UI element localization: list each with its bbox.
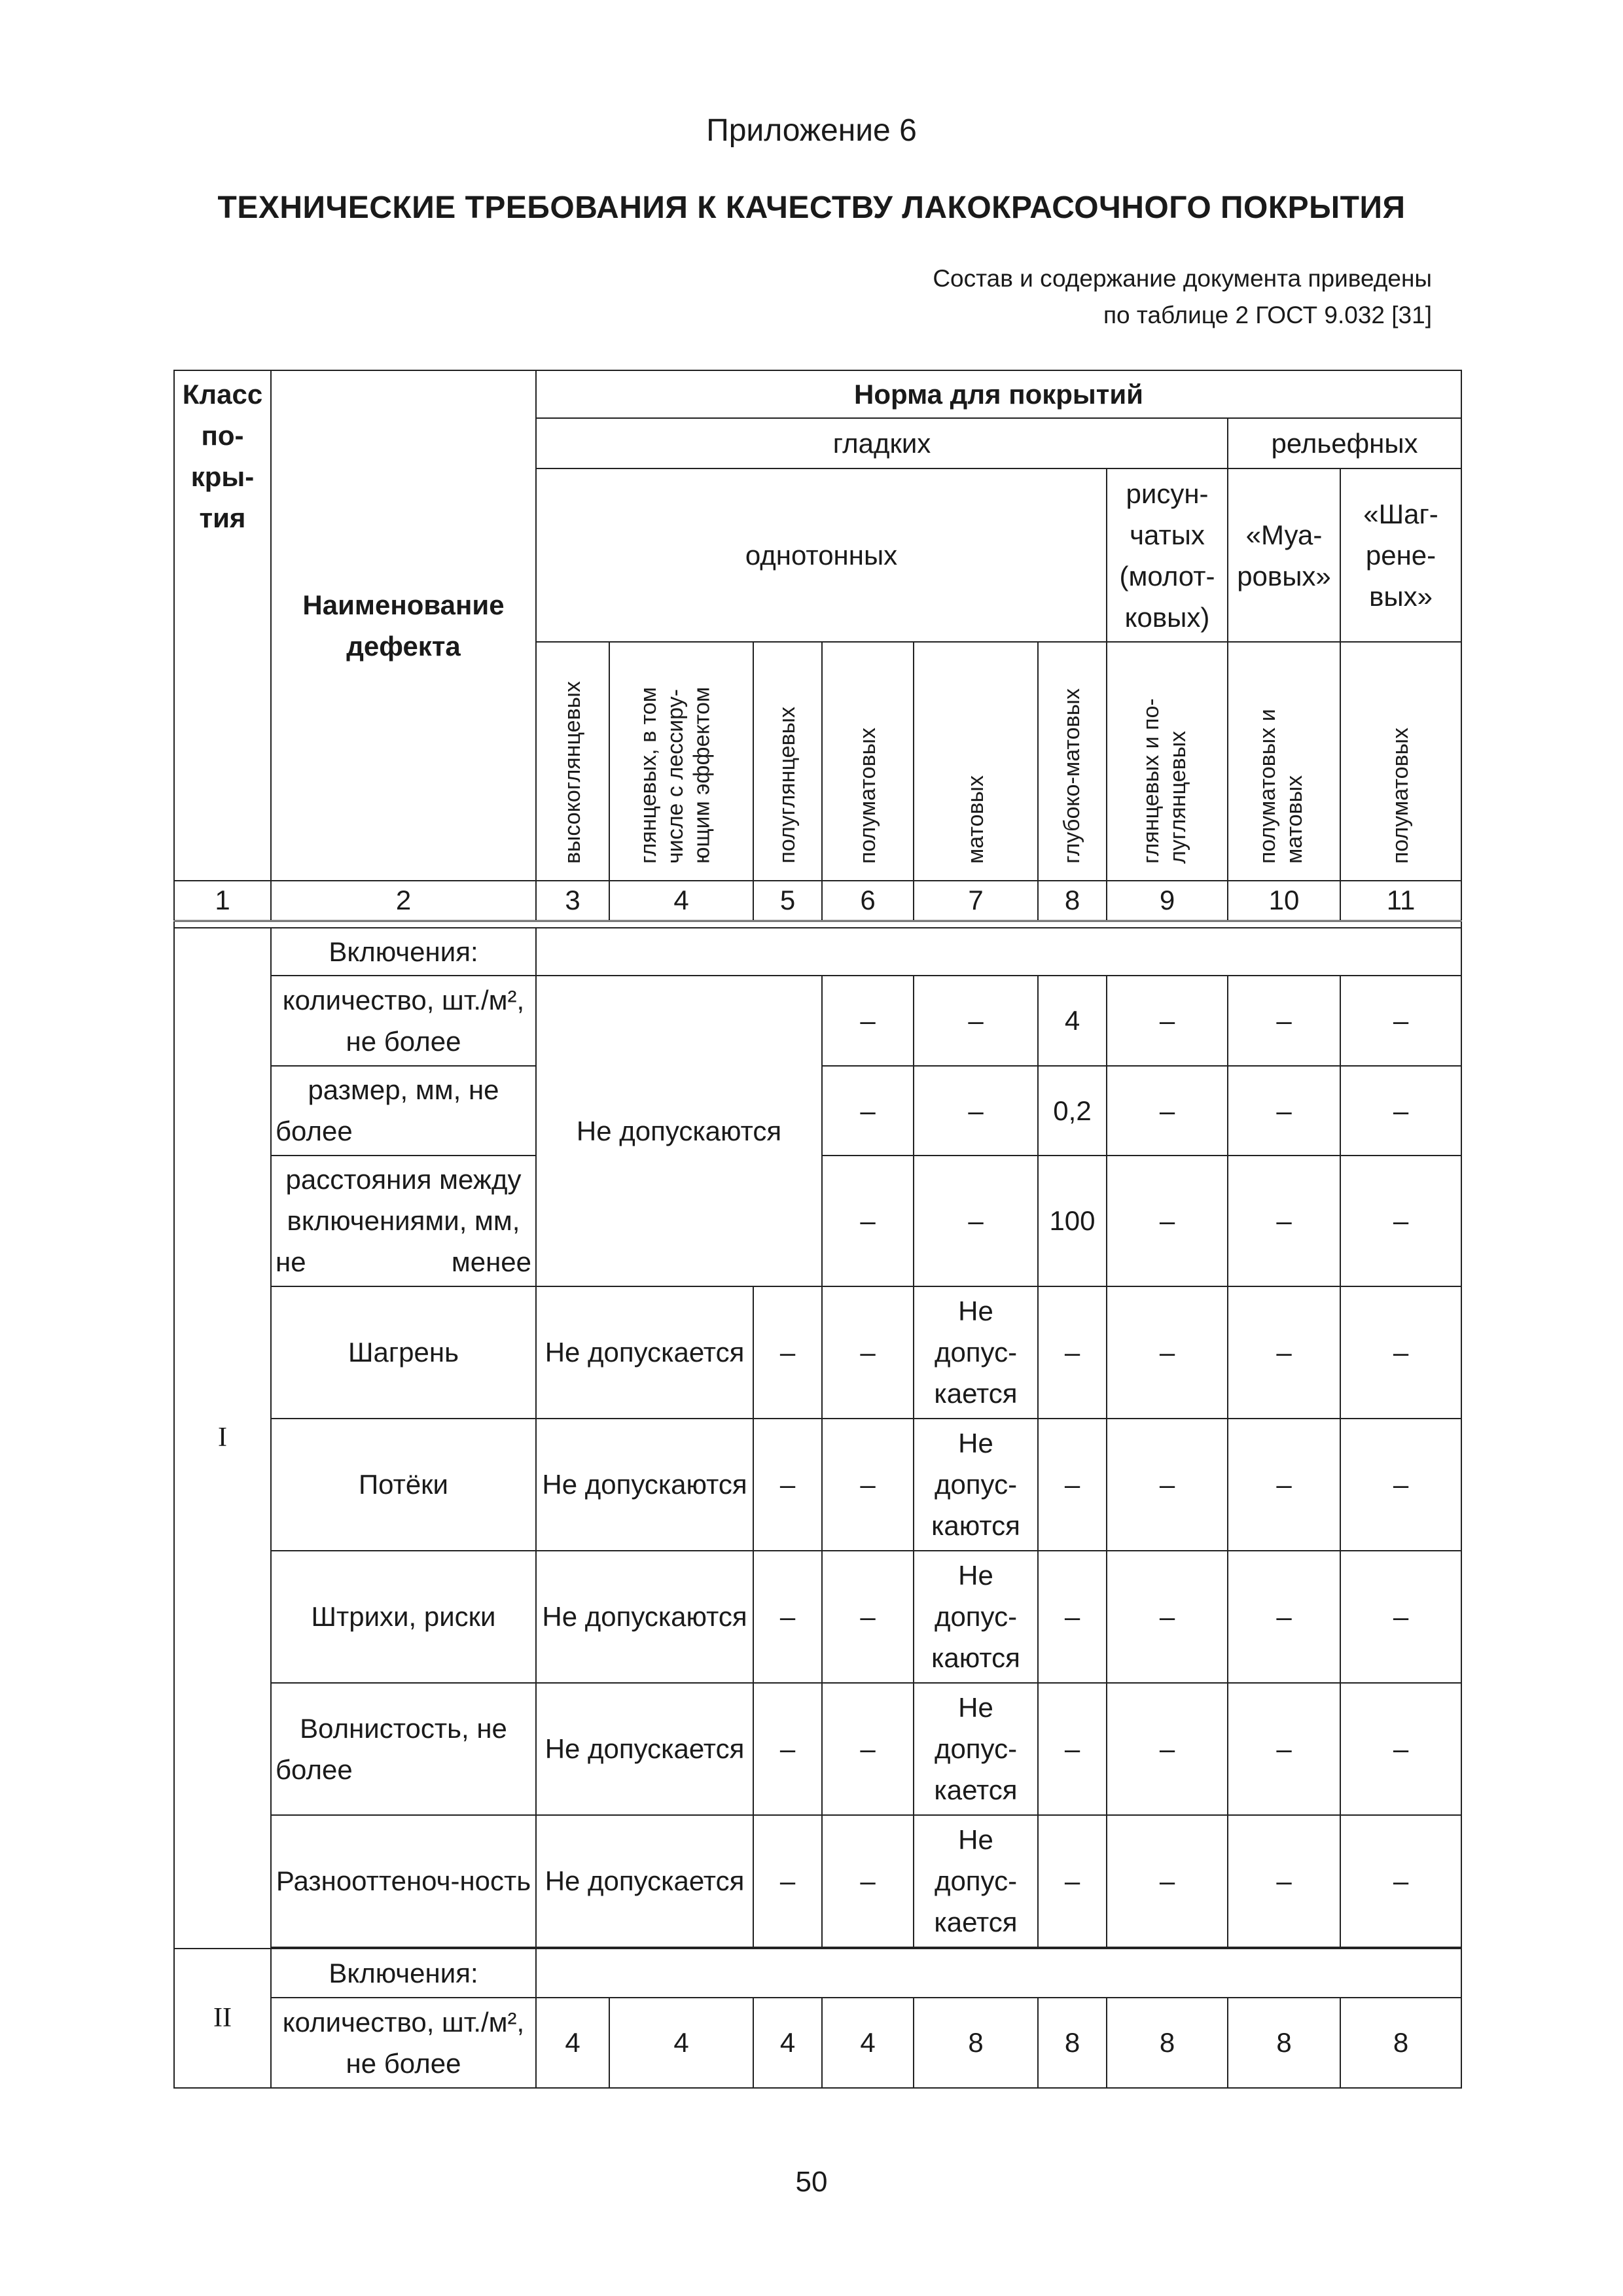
value-dash: – (753, 1683, 822, 1815)
value-dash: – (753, 1419, 822, 1551)
value-waviness-3-4: Не допускается (536, 1683, 753, 1815)
value-shagreen-7: Не допус-кается (914, 1286, 1038, 1419)
value-qty-1: 4 (1038, 976, 1107, 1066)
value-qty-2-col6: 4 (822, 1998, 914, 2088)
value-dash: – (1228, 976, 1340, 1066)
header-sub-10-text: полуматовых и матовых (1255, 709, 1307, 864)
col-number: 2 (271, 881, 536, 921)
value-not-allowed-inclusions: Не допускаются (536, 976, 822, 1286)
value-dash: – (822, 976, 914, 1066)
class-label-2: II (174, 1949, 271, 2088)
value-shade-3-4: Не допускается (536, 1815, 753, 1947)
value-dash: – (822, 1286, 914, 1419)
value-dash: – (1228, 1156, 1340, 1286)
header-sub-8 (1038, 642, 1107, 881)
value-dash: – (1038, 1551, 1107, 1683)
value-dash: – (914, 976, 1038, 1066)
value-dash: – (822, 1066, 914, 1156)
value-dash: – (1340, 1683, 1461, 1815)
value-dash: – (822, 1419, 914, 1551)
value-dash: – (1107, 1286, 1228, 1419)
value-dash: – (1038, 1683, 1107, 1815)
header-sub-9 (1107, 642, 1228, 881)
col-number: 10 (1228, 881, 1340, 921)
header-patterned: рисун-чатых (молот-ковых) (1107, 468, 1228, 642)
value-waviness-7: Не допус-кается (914, 1683, 1038, 1815)
header-smooth: гладких (536, 418, 1228, 468)
value-qty-2-col8: 8 (1038, 1998, 1107, 2088)
value-dash: – (1228, 1286, 1340, 1419)
defect-runs: Потёки (271, 1419, 536, 1551)
value-distance-1: 100 (1038, 1156, 1107, 1286)
value-qty-2-col5: 4 (753, 1998, 822, 2088)
header-norm: Норма для покрытий (536, 370, 1461, 418)
header-sub-3-text: высокоглянцевых (560, 680, 585, 864)
value-dash: – (914, 1066, 1038, 1156)
col-number: 3 (536, 881, 609, 921)
value-qty-2-col9: 8 (1107, 1998, 1228, 2088)
defect-inclusions-2: Включения: (271, 1949, 536, 1998)
header-defect: Наименование дефекта (271, 370, 536, 881)
col-number: 4 (609, 881, 753, 921)
header-moire: «Муа-ровых» (1228, 468, 1340, 642)
value-shade-7: Не допус-кается (914, 1815, 1038, 1947)
header-sub-9-text: глянцевых и по-луглянцевых (1138, 698, 1190, 864)
value-dash: – (1228, 1815, 1340, 1947)
defect-waviness: Волнистость, не более (271, 1683, 536, 1815)
value-dash: – (1340, 1066, 1461, 1156)
value-dash: – (822, 1551, 914, 1683)
header-relief: рельефных (1228, 418, 1461, 468)
value-dash: – (753, 1551, 822, 1683)
defect-scratches: Штрихи, риски (271, 1551, 536, 1683)
value-qty-2-col7: 8 (914, 1998, 1038, 2088)
defect-shade: Разнооттеноч-ность (271, 1815, 536, 1947)
reference-note (933, 260, 1432, 334)
value-qty-2-col11: 8 (1340, 1998, 1461, 2088)
value-size-1: 0,2 (1038, 1066, 1107, 1156)
appendix-label: Приложение 6 (706, 113, 917, 148)
header-sub-4-text: глянцевых, в том числе с лессиру-ющим эффектом (636, 686, 715, 864)
empty-cell (536, 928, 1461, 976)
defect-inclusion-distance-1: расстояния между включениями, мм, не менее (271, 1156, 536, 1286)
value-dash: – (753, 1286, 822, 1419)
value-dash: – (1340, 1815, 1461, 1947)
value-dash: – (1340, 976, 1461, 1066)
header-sub-5 (753, 642, 822, 881)
value-dash: – (1228, 1683, 1340, 1815)
header-class: Класс по-кры-тия (174, 370, 271, 881)
value-dash: – (1107, 1551, 1228, 1683)
value-dash: – (1038, 1419, 1107, 1551)
value-dash: – (1228, 1419, 1340, 1551)
header-sub-5-text: полуглянцевых (775, 707, 800, 864)
col-number: 8 (1038, 881, 1107, 921)
header-sub-7 (914, 642, 1038, 881)
value-dash: – (753, 1815, 822, 1947)
value-dash: – (1107, 1683, 1228, 1815)
value-dash: – (1107, 1419, 1228, 1551)
header-sub-11 (1340, 642, 1461, 881)
class-label-1: I (174, 928, 271, 1949)
header-sub-3 (536, 642, 609, 881)
value-dash: – (1107, 976, 1228, 1066)
value-dash: – (1340, 1419, 1461, 1551)
defect-inclusion-qty-1: количество, шт./м², не более (271, 976, 536, 1066)
value-dash: – (1038, 1815, 1107, 1947)
value-dash: – (914, 1156, 1038, 1286)
value-dash: – (822, 1683, 914, 1815)
header-sub-10 (1228, 642, 1340, 881)
value-qty-2-col10: 8 (1228, 1998, 1340, 2088)
value-dash: – (1228, 1551, 1340, 1683)
value-qty-2-col4: 4 (609, 1998, 753, 2088)
col-number: 5 (753, 881, 822, 921)
col-number: 6 (822, 881, 914, 921)
reference-note-line-2: по таблице 2 ГОСТ 9.032 [31] (1103, 302, 1432, 328)
value-dash: – (822, 1815, 914, 1947)
value-scratches-7: Не допус-каются (914, 1551, 1038, 1683)
defect-inclusions-1: Включения: (271, 928, 536, 976)
defect-inclusion-qty-2: количество, шт./м², не более (271, 1998, 536, 2088)
value-dash: – (822, 1156, 914, 1286)
value-dash: – (1340, 1286, 1461, 1419)
col-number: 7 (914, 881, 1038, 921)
value-runs-3-4: Не допускаются (536, 1419, 753, 1551)
col-number: 1 (174, 881, 271, 921)
header-sub-6-text: полуматовых (855, 727, 880, 864)
header-sub-6 (822, 642, 914, 881)
document-title: ТЕХНИЧЕСКИЕ ТРЕБОВАНИЯ К КАЧЕСТВУ ЛАКОКРАСОЧНОГО ПОКРЫТИЯ (217, 190, 1406, 225)
value-dash: – (1340, 1551, 1461, 1683)
value-dash: – (1038, 1286, 1107, 1419)
header-shagreen: «Шаг-рене-вых» (1340, 468, 1461, 642)
value-runs-7: Не допус-каются (914, 1419, 1038, 1551)
value-dash: – (1228, 1066, 1340, 1156)
header-sub-8-text: глубоко-матовых (1060, 688, 1085, 864)
header-sub-4 (609, 642, 753, 881)
defect-shagreen: Шагрень (271, 1286, 536, 1419)
value-dash: – (1340, 1156, 1461, 1286)
value-dash: – (1107, 1815, 1228, 1947)
reference-note-line-1: Состав и содержание документа приведены (933, 265, 1432, 292)
value-scratches-3-4: Не допускаются (536, 1551, 753, 1683)
header-sub-7-text: матовых (963, 775, 988, 864)
value-shagreen-3-4: Не допускается (536, 1286, 753, 1419)
col-number: 9 (1107, 881, 1228, 921)
requirements-table (173, 370, 1462, 2089)
value-dash: – (1107, 1066, 1228, 1156)
value-dash: – (1107, 1156, 1228, 1286)
col-number: 11 (1340, 881, 1461, 921)
header-sub-11-text: полуматовых (1388, 727, 1414, 864)
defect-inclusion-size-1: размер, мм, не более (271, 1066, 536, 1156)
header-monochrome: однотонных (536, 468, 1107, 642)
page-number: 50 (795, 2166, 828, 2198)
empty-cell (536, 1949, 1461, 1998)
value-qty-2-col3: 4 (536, 1998, 609, 2088)
